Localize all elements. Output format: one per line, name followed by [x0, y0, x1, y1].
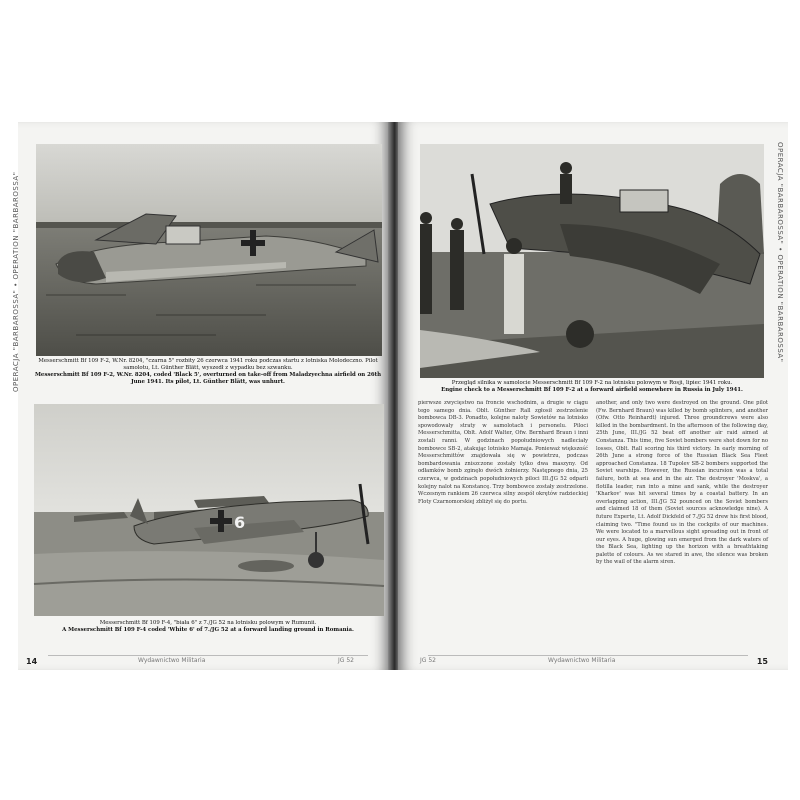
right-page — [398, 122, 788, 670]
book-spread — [12, 122, 788, 670]
photo2-caption — [32, 620, 384, 634]
left-footer-publisher: Wydawnictwo Militaria — [138, 657, 206, 664]
photo2-caption-english: A Messerschmitt Bf 109 F-4 coded 'White 6' of 7./JG 52 at a forward landing ground in Romania. — [62, 627, 354, 633]
right-footer-rule — [428, 655, 748, 656]
english-body-text — [596, 400, 768, 648]
engine-check-image — [420, 144, 764, 378]
right-footer-series: JG 52 — [420, 657, 436, 664]
right-side-tab: OPERACJA "BARBAROSSA" • OPERATION "BARBAROSSA" — [776, 142, 784, 363]
left-page — [12, 122, 390, 670]
photo-engine-check — [420, 144, 764, 378]
svg-text:6: 6 — [234, 513, 246, 532]
polish-paragraph: pierwsze zwycięstwo na froncie wschodnim, a drugie w ciągu tego samego dnia. Oblt. Günther Rall zgłosił zestrzelenie bombowca DB-3. Ponadto, kolejne naloty Sowietów na lotnisko spowodowały straty w samolotach i personelu. Piloci Messerschmitta, Oblt. Adolf Walter, Ofw. Bernhard Braun i inni zostali ranni. W godzinach popołudniowych nadleciały bombowce SB-2, atakując lotnisko Mamaja. Ponieważ większość Messerschmittów znajdowała się w powietrzu, podczas bombardowania zniszczone zostały tylko dwa maszyny. Od odłamków bomb zginęło dwóch żołnierzy. Następnego dnia, 25 czerwca, w godzinach popołudniowych piloci III./JG 52 odparli kolejny nalot na Konstancę. Trzy bombowce zostały zestrzelone. Wczesnym rankiem 26 czerwca silny zespół okrętów radzieckiej Floty Czarnomorskiej zbliżył się do portu. — [418, 400, 588, 505]
photo-crashed-bf109 — [36, 144, 382, 356]
left-footer-rule — [48, 655, 368, 656]
white6-plane-image — [34, 404, 384, 616]
photo1-caption-english: Messerschmitt Bf 109 F-2, W.Nr. 8204, coded 'Black 5', overturned on take-off from Maladzyechna airfield on 26th June 1941. Its pilot, Lt. Günther Blätt, was unhurt. — [34, 372, 382, 385]
left-footer-series: JG 52 — [338, 657, 354, 664]
right-photo-caption — [416, 380, 768, 394]
right-photo-caption-polish: Przegląd silnika w samolocie Messerschmitt Bf 109 F-2 na lotnisku polowym w Rosji, lipiec 1941 roku. — [451, 380, 733, 386]
left-page-number: 14 — [26, 657, 38, 666]
photo1-caption — [32, 358, 384, 386]
left-side-tab: OPERACJA "BARBAROSSA" • OPERATION "BARBAROSSA" — [12, 171, 20, 392]
photo2-caption-polish: Messerschmitt Bf 109 F-4, "biała 6" z 7./JG 52 na lotnisku polowym w Rumunii. — [99, 620, 317, 626]
photo-white6-bf109 — [34, 404, 384, 616]
right-footer-publisher: Wydawnictwo Militaria — [548, 657, 616, 664]
right-photo-caption-english: Engine check to a Messerschmitt Bf 109 F-2 at a forward airfield somewhere in Russia in July 1941. — [441, 387, 743, 393]
english-paragraph: another, and only two were destroyed on the ground. One pilot (Fw. Bernhard Braun) was killed by bomb splinters, and another (Ofw. Otto Reinhardt) injured. Three groundcrews were also killed in the bombardment. In the afternoon of the following day, 25th June, III./JG 52 beat off another air raid aimed at Constanza. This time, five Soviet bombers were shot down for no losses, Oblt. Rall scoring his third victory. In early morning of 26th June a strong force of the Russian Black Sea Fleet approached Constanza. 18 Tupolev SB-2 bombers supported the Soviet warships. However, the Russian incursion was a total failure, both at sea and in the air. The destroyer 'Moskva', a flotilla leader, ran into a mine and sank, while the destroyer 'Kharkov' was hit several times by a coastal battery. In an overlapping action, III./JG 52 pounced on the Soviet bombers and claimed 18 of them (Soviet sources acknowledge nine). A future Experte, Lt. Adolf Dickfeld of 7./JG 52 drew his first blood, claiming two. "Time found us in the cockpits of our machines. We were located to a marvellous sight spreading out in front of our eyes. A huge, glowing sun emerged from the dark waters of the Black Sea, lighting up the horizon with a breathtaking palette of colours. As we stared in awe, the silence was broken by the wail of the alarm siren. — [596, 400, 768, 566]
right-page-number: 15 — [756, 657, 768, 666]
photo1-caption-polish: Messerschmitt Bf 109 F-2, W.Nr. 8204, "czarna 5" rozbity 26 czerwca 1941 roku podczas startu z lotniska Molodeczno. Pilot samolotu, Lt. Günther Blätt, wyszedł z wypadku bez szwanku. — [38, 358, 378, 371]
crashed-plane-image — [36, 144, 382, 356]
polish-body-text — [418, 400, 588, 648]
